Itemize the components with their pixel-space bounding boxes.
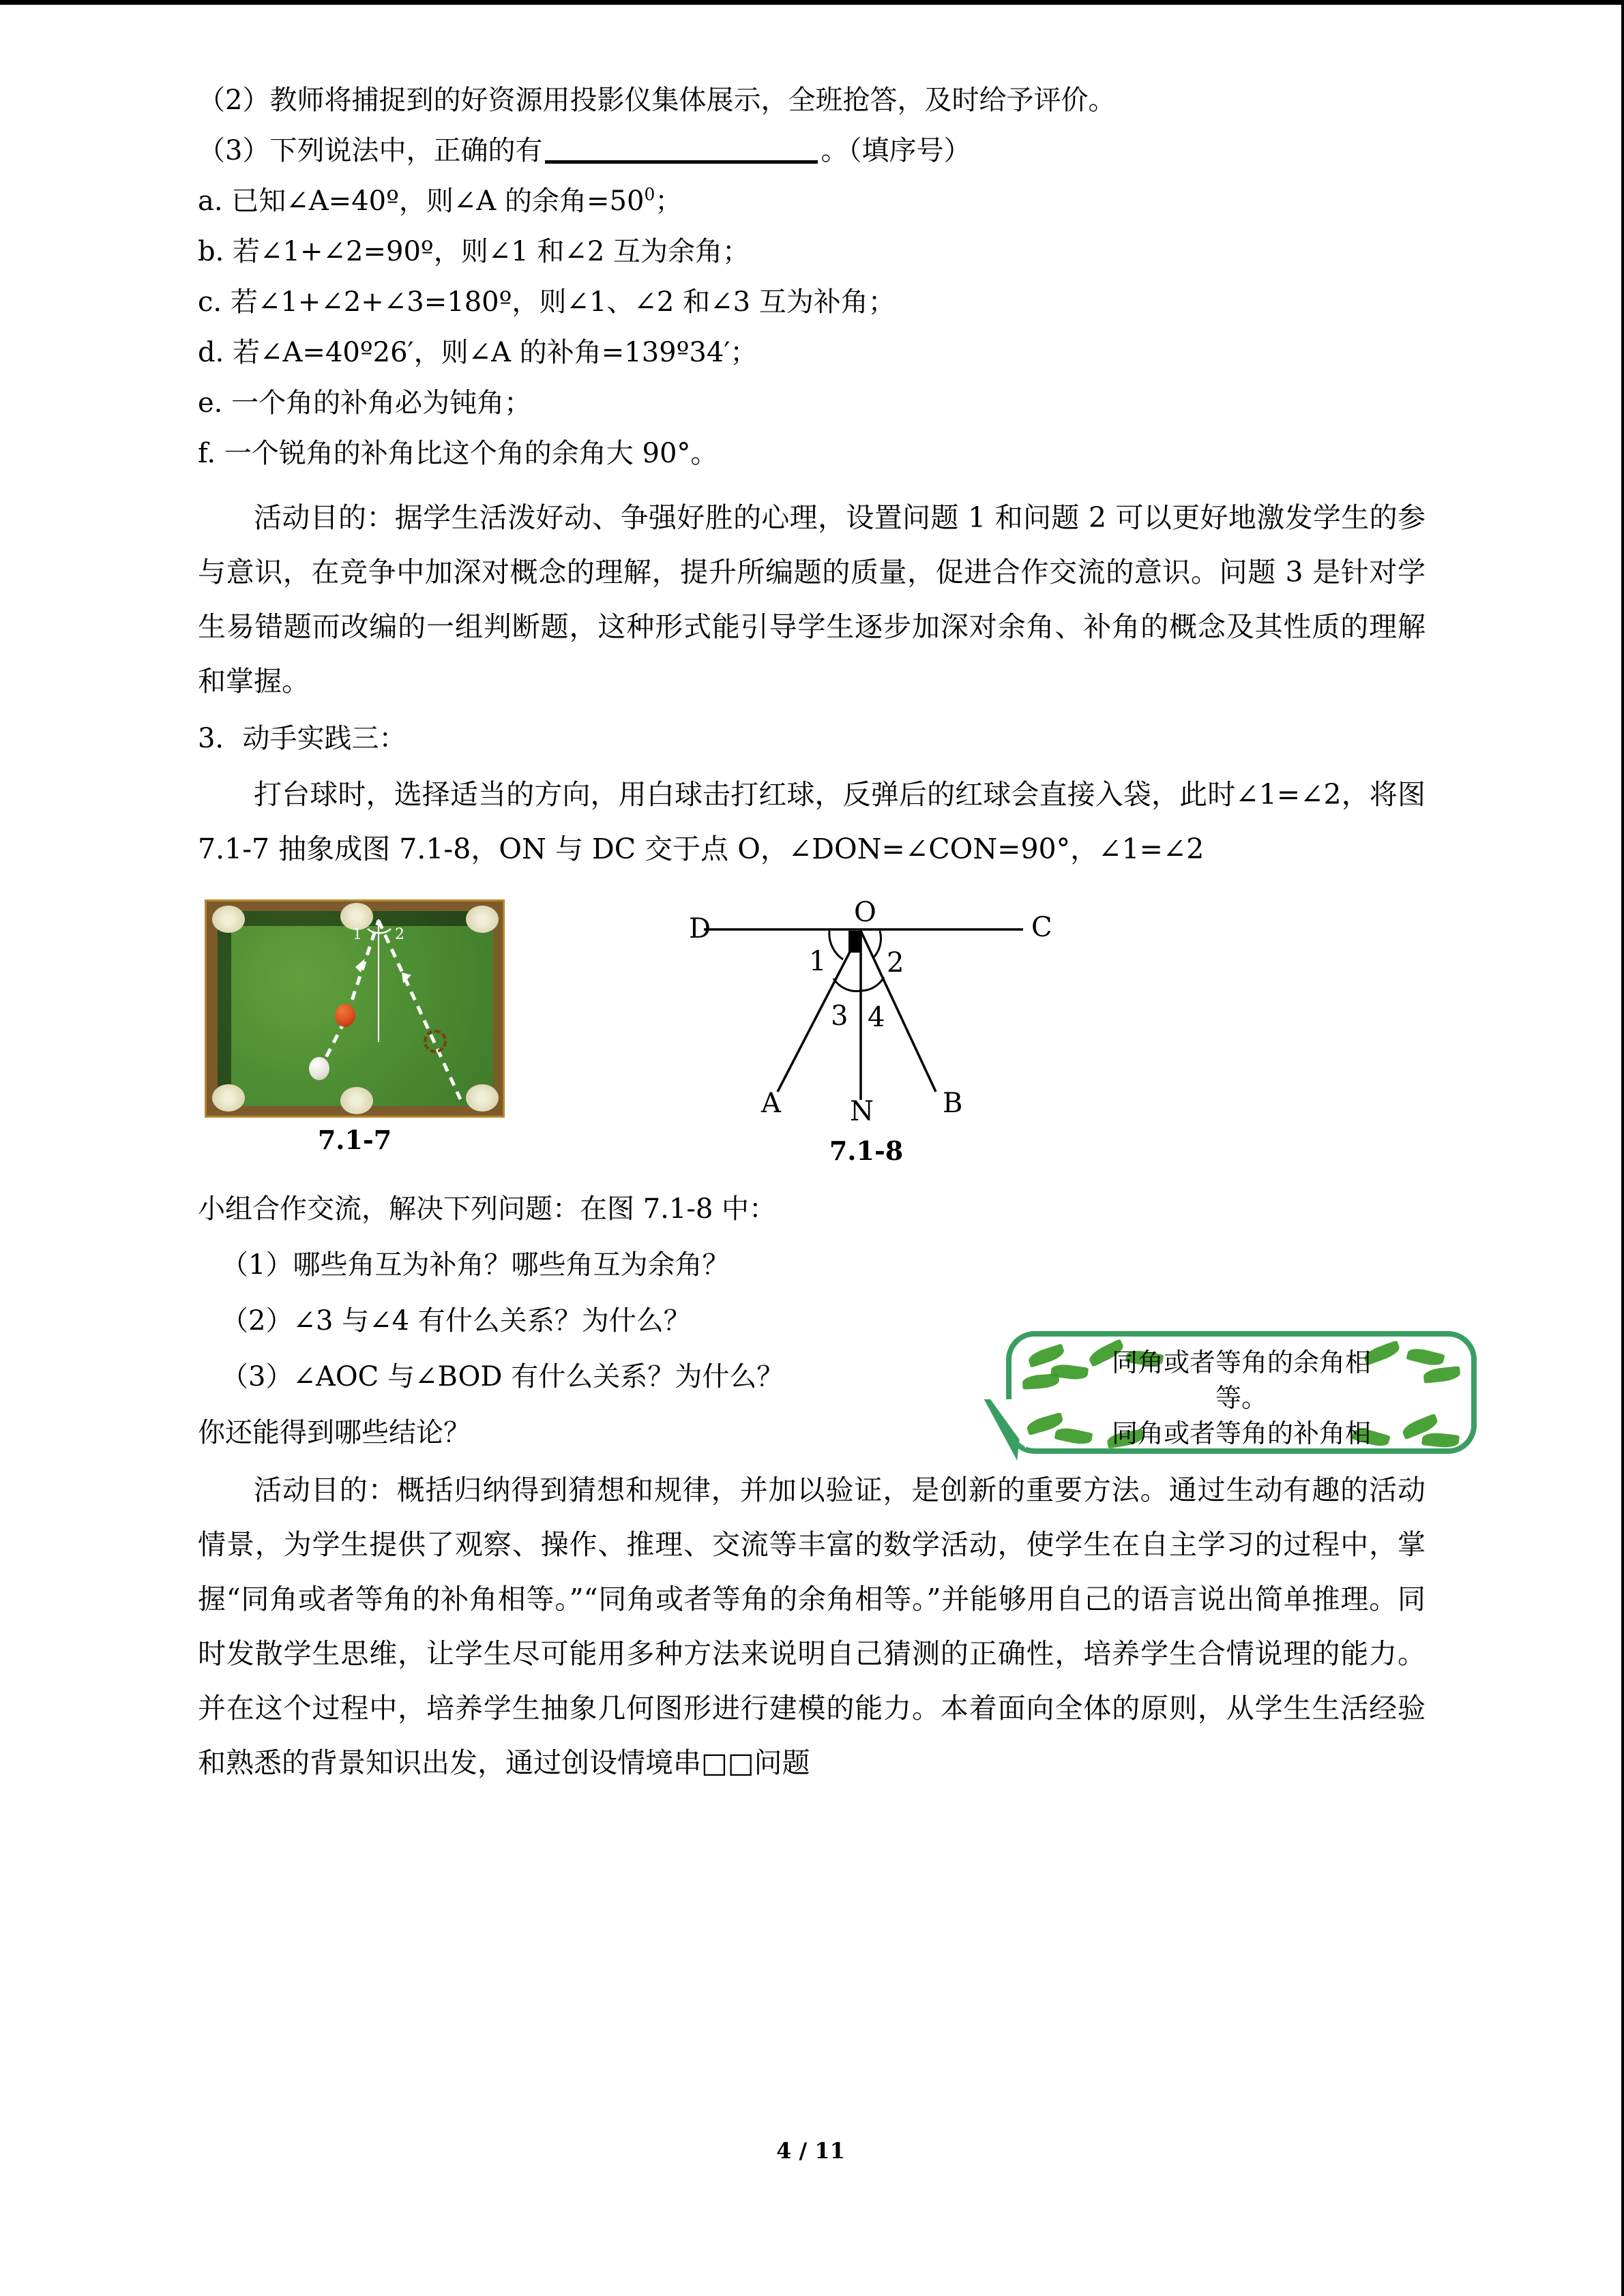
- group-question-1: （1）哪些角互为补角？哪些角互为余角？: [221, 1249, 730, 1281]
- svg-text:D: D: [689, 913, 711, 944]
- billiard-angle-label-1: 1: [353, 926, 362, 943]
- hint-speech-bubble: [969, 1331, 1501, 1502]
- choice-a-text: a. 已知∠A=40º，则∠A 的余角=50: [198, 185, 645, 217]
- svg-text:N: N: [850, 1096, 874, 1120]
- svg-text:C: C: [1031, 912, 1052, 943]
- billiard-angle-label-2: 2: [395, 926, 404, 943]
- choice-e: e. 一个角的补角必为钝角；: [198, 387, 532, 419]
- activity-purpose-2: 活动目的：概括归纳得到猜想和规律，并加以验证，是创新的重要方法。通过生动有趣的活动情景，为学生提供了观察、操作、推理、交流等丰富的数学活动，使学生在自主学习的过程中，掌握“同角或者等角的补角相等。”“同角或者等角的余角相等。”并能够用自己的语言说出简单推理。同时发散学生思维，让学生尽可能用多种方法来说明自己猜测的正确性，培养学生合情说理的能力。并在这个过程中，培养学生抽象几何图形进行建模的能力。本着面向全体的原则，从学生生活经验和熟悉的背景知识出发，通过创设情境串□□问题: [198, 1474, 1426, 1779]
- hint-bubble-body: [1006, 1331, 1477, 1454]
- choice-a-superscript: 0: [644, 184, 655, 205]
- more-conclusions-prompt: 你还能得到哪些结论？: [198, 1417, 471, 1448]
- choice-c: c. 若∠1+∠2+∠3=180º，则∠1、∠2 和∠3 互为补角；: [198, 286, 896, 318]
- geometry-diagram-svg: [675, 895, 1057, 1120]
- svg-text:1: 1: [809, 946, 827, 977]
- hint-line-3: 同角或者等角的补角相: [1111, 1418, 1371, 1448]
- svg-text:3: 3: [831, 1000, 848, 1032]
- hint-line-1: 同角或者等角的余角相: [1111, 1347, 1371, 1377]
- figures-row: [198, 895, 1426, 1168]
- hint-bubble-text: [1012, 1337, 1471, 1451]
- figure-caption-7-1-8: 7.1-8: [829, 1135, 904, 1166]
- fill-in-blank[interactable]: [545, 160, 818, 164]
- hint-line-2: 等。: [1215, 1383, 1267, 1413]
- page-content: [198, 87, 1426, 1790]
- figure-caption-7-1-7: 7.1-7: [317, 1124, 392, 1155]
- billiard-problem-text: 打台球时，选择适当的方向，用白球击打红球，反弹后的红球会直接入袋，此时∠1=∠2，将图 7.1-7 抽象成图 7.1-8，ON 与 DC 交于点 O，∠DON=∠CON=90°，∠1=∠2: [198, 778, 1426, 865]
- svg-text:A: A: [761, 1088, 781, 1119]
- svg-text:O: O: [854, 897, 876, 928]
- choice-b: b. 若∠1+∠2=90º，则∠1 和∠2 互为余角；: [198, 236, 750, 267]
- group-question-3: （3）∠AOC 与∠BOD 有什么关系？为什么？: [221, 1361, 784, 1392]
- group-question-2: （2）∠3 与∠4 有什么关系？为什么？: [221, 1305, 691, 1337]
- activity-purpose-1: 活动目的：据学生活泼好动、争强好胜的心理，设置问题 1 和问题 2 可以更好地激发学生的参与意识，在竞争中加深对概念的理解，提升所编题的质量，促进合作交流的意识。问题 3 是针对学生易错题而改编的一组判断题，这种形式能引导学生逐步加深对余角、补角的概念及其性质的理解和掌握。: [198, 501, 1426, 698]
- choice-a: [198, 184, 1426, 217]
- svg-text:B: B: [943, 1088, 963, 1119]
- item-3-suffix: 。（填序号）: [821, 135, 971, 166]
- choice-d: d. 若∠A=40º26′，则∠A 的补角=139º34′；: [198, 337, 758, 368]
- figure-billiard-table: [205, 899, 505, 1155]
- choice-a-tail: ；: [655, 185, 683, 217]
- choice-f: f. 一个锐角的补角比这个角的余角大 90°。: [198, 438, 718, 469]
- white-ball: [309, 1057, 329, 1080]
- activity-3-title: 3．动手实践三：: [198, 723, 407, 754]
- paragraph-item-3: [198, 137, 1426, 164]
- page-number-footer: 4 / 11: [776, 2138, 845, 2164]
- target-ring: [424, 1030, 447, 1053]
- svg-text:4: 4: [868, 1002, 885, 1033]
- figure-geometry-diagram: [675, 895, 1057, 1166]
- svg-text:2: 2: [887, 947, 904, 979]
- billiard-table-image: [205, 899, 505, 1118]
- paragraph-item-2: （2）教师将捕捉到的好资源用投影仪集体展示，全班抢答，及时给予评价。: [198, 85, 1116, 116]
- item-3-prefix: （3）下列说法中，正确的有: [198, 135, 543, 166]
- red-ball: [335, 1004, 355, 1027]
- group-work-intro: 小组合作交流，解决下列问题：在图 7.1-8 中：: [198, 1193, 777, 1225]
